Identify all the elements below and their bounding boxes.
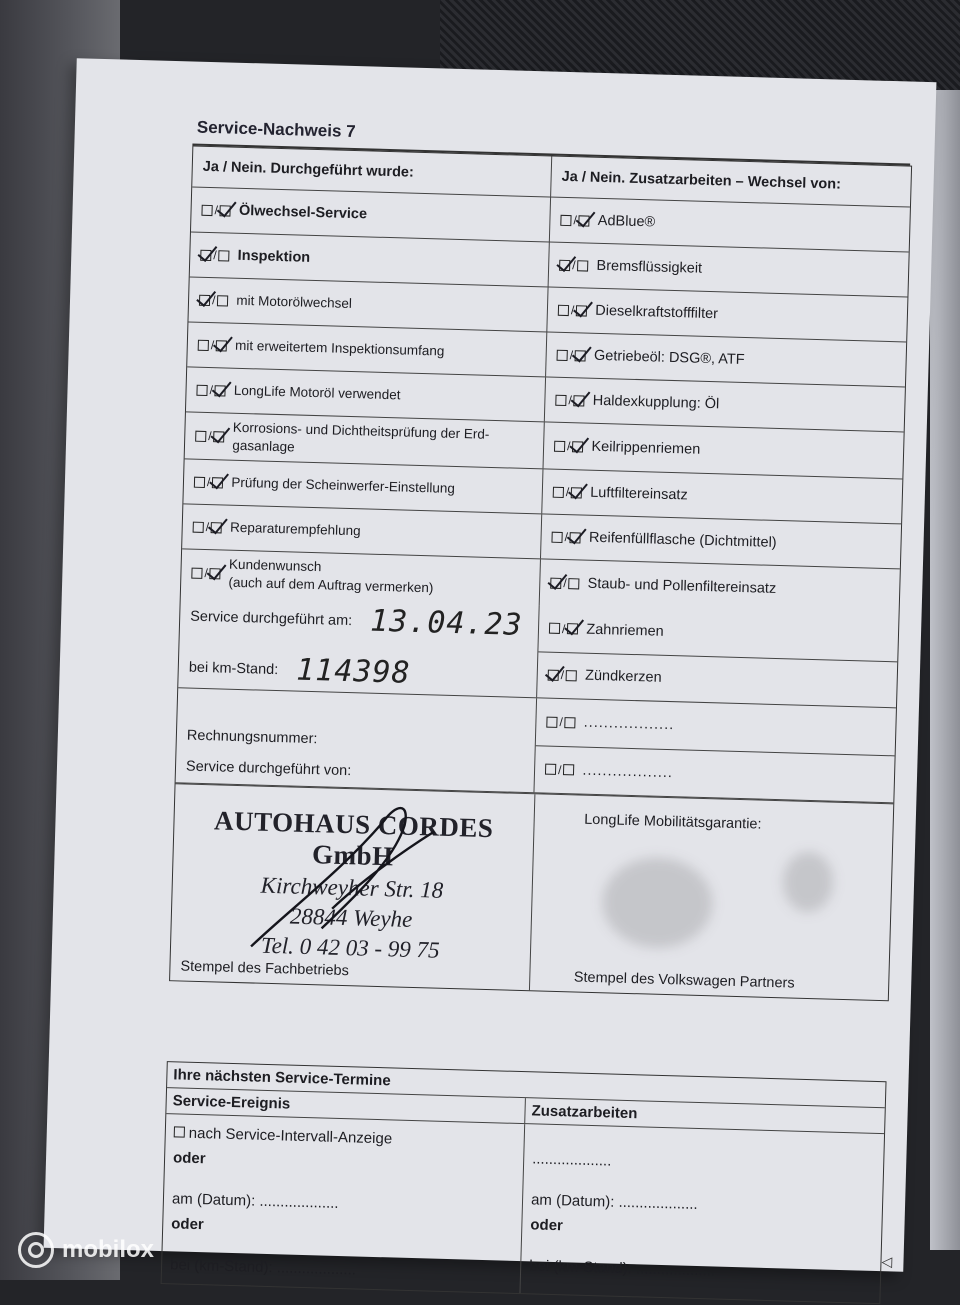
checkbox-ja[interactable] xyxy=(546,716,557,727)
extra-item-label: Staub- und Pollenfiltereinsatz xyxy=(587,575,777,597)
checkbox-nein[interactable] xyxy=(565,717,576,728)
km-label: bei km-Stand: xyxy=(188,659,279,678)
checkbox-ja[interactable] xyxy=(193,521,204,532)
checkbox-pair: / xyxy=(193,520,223,535)
blank-extra-cell xyxy=(534,698,895,802)
checkbox-ja[interactable] xyxy=(554,440,565,451)
checkbox-nein[interactable] xyxy=(571,487,582,498)
watermark xyxy=(18,1232,154,1268)
checkbox-nein[interactable] xyxy=(574,395,585,406)
checkbox-ja[interactable] xyxy=(553,486,564,497)
checkbox-ja[interactable] xyxy=(199,294,210,305)
extra-item-label: Luftfiltereinsatz xyxy=(589,484,688,504)
service-booklet-page xyxy=(44,58,937,1280)
checkbox-pair: / xyxy=(555,393,585,408)
smudge xyxy=(782,851,834,912)
service-table xyxy=(169,145,912,1001)
checkbox-nein[interactable] xyxy=(216,340,227,351)
workshop-stamp-cell xyxy=(170,758,535,990)
extra-item-label: Haldexkupplung: Öl xyxy=(592,392,720,413)
checkbox-ja[interactable] xyxy=(201,204,212,215)
extra-item-label: Keilrippenriemen xyxy=(591,438,701,458)
stamp-line-1: AUTOHAUS CORDES GmbH xyxy=(213,805,494,872)
km-value: 114398 xyxy=(295,652,412,691)
performed-by-label: Service durchgeführt von: xyxy=(185,758,352,780)
page-edge-right xyxy=(930,90,960,1250)
mobilox-logo-icon xyxy=(18,1232,54,1268)
page-title: Service-Nachweis 7 xyxy=(196,117,356,142)
performed-item-label: mit erweitertem Inspektionsumfang xyxy=(234,337,445,359)
checkbox-pair: / xyxy=(554,439,584,454)
checkbox-ja[interactable] xyxy=(550,577,561,588)
invoice-row xyxy=(176,688,896,803)
checkbox-pair: / xyxy=(199,293,229,308)
checkbox-pair: / xyxy=(550,576,580,591)
checkbox-ja[interactable] xyxy=(555,394,566,405)
performed-item-label: Kundenwunsch (auch auf dem Auftrag vermerken) xyxy=(228,556,434,596)
checkbox-ja[interactable] xyxy=(551,531,562,542)
checkbox-pair: / xyxy=(191,566,221,581)
interval-checkbox[interactable] xyxy=(174,1126,185,1137)
checkbox-ja[interactable] xyxy=(194,476,205,487)
checkbox-ja[interactable] xyxy=(545,764,556,775)
stamp-line-3: 28844 Weyhe xyxy=(289,903,413,932)
performed-item-label: mit Motorölwechsel xyxy=(236,292,353,312)
checkbox-ja[interactable] xyxy=(196,384,207,395)
checkbox-ja[interactable] xyxy=(560,214,571,225)
invoice-label: Rechnungsnummer: xyxy=(186,727,318,748)
checkbox-nein[interactable] xyxy=(212,477,223,488)
date-label: am (Datum): xyxy=(171,1190,256,1210)
interval-label: nach Service-Intervall-Anzeige xyxy=(188,1124,393,1148)
date-dots: ................... xyxy=(259,1192,339,1212)
right-column-header: Ja / Nein. Zusatzarbeiten – Wechsel von: xyxy=(561,168,842,193)
checkbox-pair: / xyxy=(200,248,230,263)
stamp-label-right: Stempel des Volkswagen Partners xyxy=(573,969,795,992)
km-dots: ................... xyxy=(635,1260,716,1280)
blank-extra-dots: .................. xyxy=(583,714,675,734)
checkbox-pair: / xyxy=(548,668,578,683)
extra-item-label: Dieselkraftstofffilter xyxy=(595,302,719,323)
performed-item-label: Reparaturempfehlung xyxy=(229,519,361,539)
date-label: am (Datum): xyxy=(530,1191,615,1211)
stamp-line-2: Kirchweyher Str. 18 xyxy=(260,872,444,903)
performed-item-label: LongLife Motoröl verwendet xyxy=(233,382,401,403)
stamp-line-4: Tel. 0 42 03 - 99 75 xyxy=(260,932,440,963)
next-page-triangle-icon: ◁ xyxy=(881,1253,893,1270)
extra-item-label: AdBlue® xyxy=(597,212,656,231)
checkbox-nein[interactable] xyxy=(220,205,231,216)
oder-label: oder xyxy=(171,1215,205,1234)
extra-label: Zahnriemen xyxy=(586,621,664,640)
next-km-label: bei (km-Stand): xyxy=(529,1257,632,1278)
checkbox-nein[interactable] xyxy=(567,623,578,634)
stamp-row xyxy=(170,758,893,1000)
checkbox-nein[interactable] xyxy=(570,532,581,543)
mobility-label: LongLife Mobilitätsgarantie: xyxy=(583,811,762,833)
extra-item-label: Reifenfüllflasche (Dichtmittel) xyxy=(588,529,777,551)
checkbox-pair: / xyxy=(551,530,581,545)
event-header: Service-Ereignis xyxy=(166,1088,526,1123)
checkbox-nein[interactable] xyxy=(572,441,583,452)
service-date-label: Service durchgeführt am: xyxy=(190,608,353,629)
service-date-cell xyxy=(178,595,539,697)
checkbox-nein[interactable] xyxy=(579,215,590,226)
checkbox-nein[interactable] xyxy=(219,250,230,261)
checkbox-ja[interactable] xyxy=(557,349,568,360)
checkbox-nein[interactable] xyxy=(217,295,228,306)
checkbox-pair: / xyxy=(195,429,225,444)
checkbox-ja[interactable] xyxy=(549,623,560,634)
extra-item-label: Bremsflüssigkeit xyxy=(596,257,703,277)
checkbox-nein[interactable] xyxy=(566,670,577,681)
checkbox-pair: / xyxy=(558,303,588,318)
extra-rows-cell xyxy=(537,605,898,707)
left-column-header: Ja / Nein. Durchgeführt wurde: xyxy=(192,147,552,197)
watermark-text: mobilox xyxy=(62,1236,155,1263)
smudge xyxy=(601,856,713,949)
checkbox-nein[interactable] xyxy=(211,522,222,533)
checkbox-pair: / xyxy=(549,621,579,636)
checkbox-pair: / xyxy=(545,762,575,777)
checkbox-nein[interactable] xyxy=(213,431,224,442)
next-service-body xyxy=(162,1114,884,1303)
checkbox-nein[interactable] xyxy=(210,568,221,579)
service-rows xyxy=(181,187,910,615)
checkbox-pair: / xyxy=(556,348,586,363)
checkbox-pair: / xyxy=(198,338,228,353)
extra-item-label: Getriebeöl: DSG®, ATF xyxy=(593,347,745,368)
event-column xyxy=(162,1114,526,1293)
checkbox-ja[interactable] xyxy=(559,259,570,270)
checkbox-pair: / xyxy=(201,203,231,218)
checkbox-pair: / xyxy=(546,715,576,730)
checkbox-ja[interactable] xyxy=(200,249,211,260)
performed-item-label: Korrosions- und Dichtheitsprüfung der Erd- gasanlage xyxy=(232,419,490,455)
invoice-cell xyxy=(176,688,537,792)
performed-item-label: Ölwechsel-Service xyxy=(238,202,368,223)
checkbox-nein[interactable] xyxy=(576,305,587,316)
blank-extra-row xyxy=(534,746,894,803)
checkbox-ja[interactable] xyxy=(195,430,206,441)
km-dots: ................... xyxy=(276,1259,357,1279)
extra-work-header: Zusatzarbeiten xyxy=(531,1102,638,1123)
oder-label: oder xyxy=(530,1216,564,1235)
performed-item-label: Inspektion xyxy=(237,247,311,266)
next-km-label: bei (km-Stand): xyxy=(169,1256,273,1277)
checkbox-ja[interactable] xyxy=(198,339,209,350)
checkbox-pair: / xyxy=(196,383,226,398)
stamp-label-left: Stempel des Fachbetriebs xyxy=(180,958,350,980)
partner-stamp-cell xyxy=(529,794,893,1000)
checkbox-pair: / xyxy=(560,213,590,228)
date-dots: ................... xyxy=(618,1193,698,1214)
blank-extra-dots: .................. xyxy=(582,762,674,781)
checkbox-nein[interactable] xyxy=(575,350,586,361)
checkbox-pair: / xyxy=(194,475,224,490)
checkbox-ja[interactable] xyxy=(548,669,559,680)
performed-item-label: Prüfung der Scheinwerfer-Einstellung xyxy=(231,474,456,496)
checkbox-pair: / xyxy=(553,485,583,500)
checkbox-pair: / xyxy=(559,258,589,273)
extra-work-dots: ................... xyxy=(531,1150,612,1170)
checkbox-nein[interactable] xyxy=(569,578,580,589)
checkbox-ja[interactable] xyxy=(191,567,202,578)
service-date-value: 13.04.23 xyxy=(369,603,524,643)
extra-label: Zündkerzen xyxy=(584,667,662,687)
oder-label: oder xyxy=(172,1149,206,1168)
checkbox-nein[interactable] xyxy=(577,260,588,271)
next-service-section xyxy=(161,1061,887,1304)
checkbox-ja[interactable] xyxy=(558,304,569,315)
signature xyxy=(230,786,455,972)
checkbox-nein[interactable] xyxy=(215,385,226,396)
checkbox-nein[interactable] xyxy=(563,764,574,775)
extra-work-column xyxy=(520,1124,884,1303)
next-service-header: Ihre nächsten Service-Termine xyxy=(167,1062,885,1108)
